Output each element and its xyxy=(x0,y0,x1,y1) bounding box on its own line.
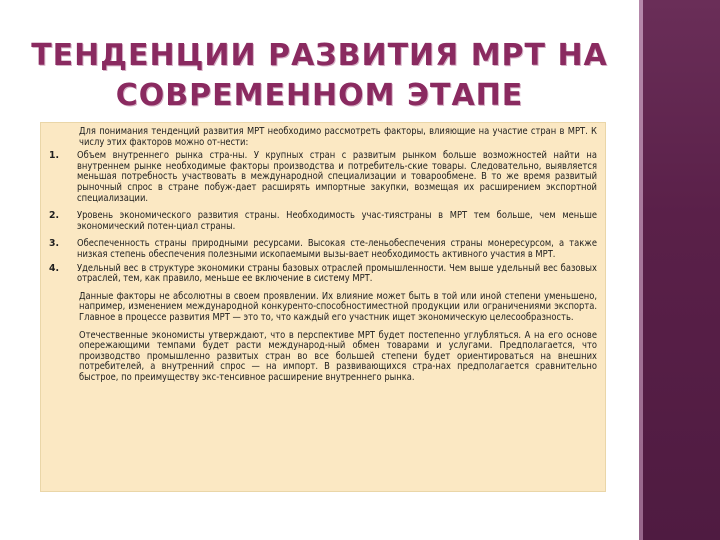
slide-title-line-1: ТЕНДЕНЦИИ РАЗВИТИЯ МРТ НА xyxy=(31,38,608,73)
factors-paragraph: Данные факторы не абсолютны в своем проявлении. Их влияние может быть в той или иной степени уменьшено, например, изменением международной конкуренто-способностиместной продукции или ограничениями экспорта. Главное в процессе развития МРТ — это то, что каждый его участник ищет экономическую целесообразность. xyxy=(79,290,597,323)
slide-title-line-2: СОВРЕМЕННОМ ЭТАПЕ xyxy=(115,78,524,113)
factor-item-2 xyxy=(49,211,597,232)
factor-number-2: 2. xyxy=(49,210,60,222)
factor-item-4 xyxy=(49,264,597,285)
factor-item-3 xyxy=(49,239,597,260)
content-box xyxy=(40,122,606,492)
intro-paragraph: Для понимания тенденций развития МРТ необходимо рассмотреть факторы, влияющие на участие стран в МРТ. К числу этих факторов можно от-нести: xyxy=(79,126,597,148)
factor-item-1 xyxy=(49,151,597,204)
forecast-paragraph: Отечественные экономисты утверждают, что в перспективе МРТ будет постепенно углубляться. А на его основе опережающими темпами будет расти международ-ный обмен товарами и услугами. Предполагается, что производство промышленно развитых стран во все большей степени будет ориентироваться на внешних потребителей, а внутренний спрос — на импорт. В развивающихся стра-нах предполагается сравнительно быстрое, по преимуществу экс-тенсивное расширение внутреннего рынка. xyxy=(79,329,597,383)
factor-text-4: Удельный вес в структуре экономики страны базовых отраслей промышленности. Чем выше удельный вес базовых отраслей, тем, как правило, меньше ее включение в систему МРТ. xyxy=(77,262,597,285)
factor-text-2: Уровень экономического развития страны. Необходимость учас-тиястраны в МРТ тем больше, чем меньше экономический потен-циал страны. xyxy=(77,210,597,232)
factor-text-3: Обеспеченность страны природными ресурсами. Высокая сте-леньобеспечения страны монересурсом, а также низкая степень обеспечения полезными ископаемыми вызы-вает необходимость активного участия в МРТ. xyxy=(77,238,597,260)
factor-number-4: 4. xyxy=(49,262,60,274)
decorative-side-band xyxy=(639,0,720,540)
slide-title xyxy=(0,36,639,116)
factor-number-3: 3. xyxy=(49,238,60,250)
factor-text-1: Объем внутреннего рынка стра-ны. У крупных стран с развитым рынком больше возможностей найти на внутреннем рынке необходимые факторы производства и потребитель-ские товары. Следовательно, выявляется меньшая потребность участвовать в международной специализации и товарообмене. В то же время развитый рыночный спрос в стране побуж-дает расширять импортные закупки, возмещая их расширением экспортной специализации. xyxy=(77,150,597,204)
factor-number-1: 1. xyxy=(49,150,60,162)
